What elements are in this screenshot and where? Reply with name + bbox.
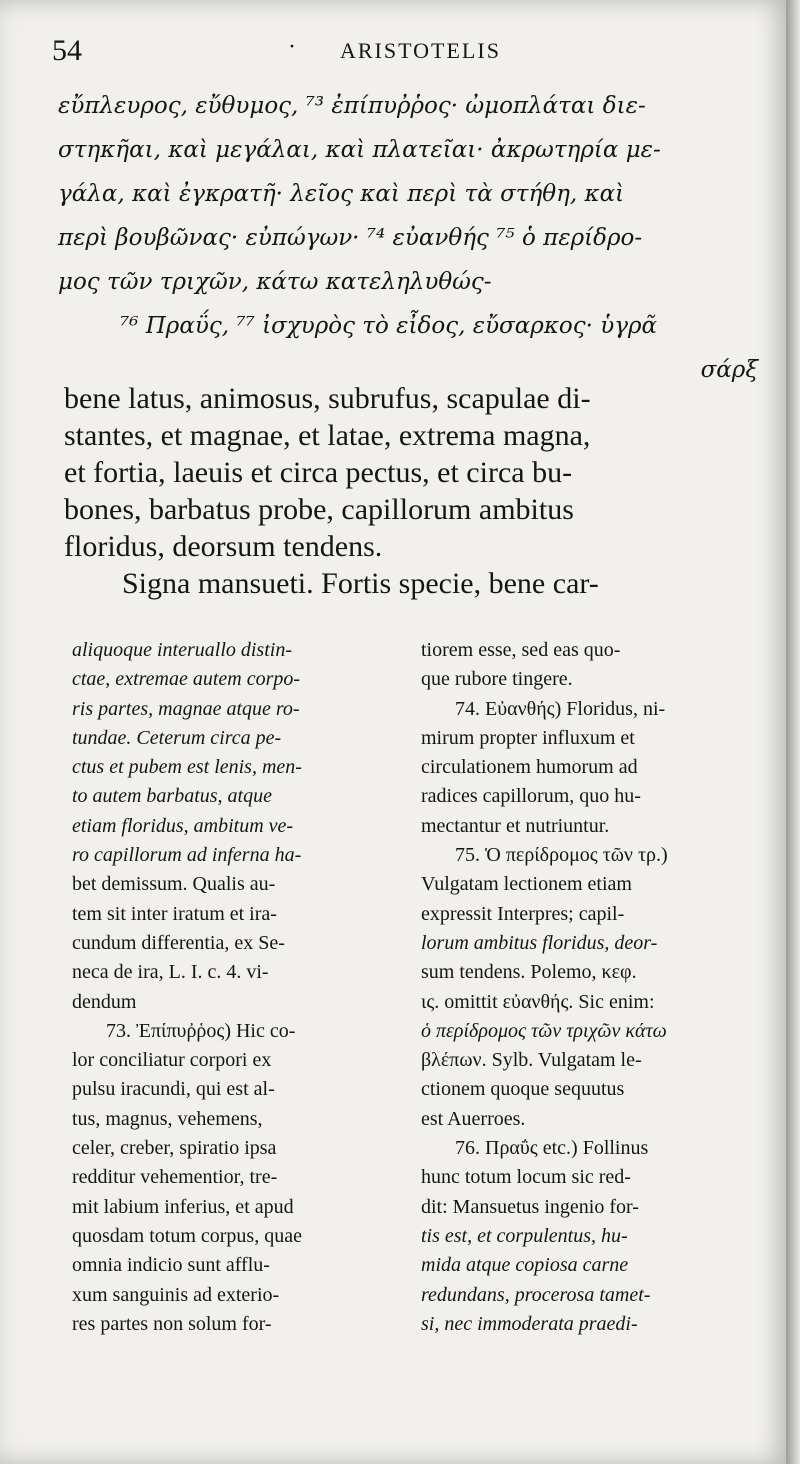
greek-line: μος τῶν τριχῶν, κάτω κατεληλυθώς-: [58, 269, 492, 295]
note-line: βλέπων. Sylb. Vulgatam le-: [421, 1049, 642, 1072]
note-line: pulsu iracundi, qui est al-: [72, 1078, 275, 1101]
note-line: ctae, extremae autem corpo-: [72, 668, 301, 691]
greek-text-block: [58, 84, 758, 392]
note-line: expressit Interpres; capil-: [421, 902, 625, 925]
note-line: cundum differentia, ex Se-: [72, 931, 285, 954]
note-line: si, nec immoderata praedi-: [421, 1312, 638, 1335]
running-head: [52, 34, 752, 74]
note-line: circulationem humorum ad: [421, 756, 638, 779]
page-number: 54: [52, 34, 82, 67]
note-line: res partes non solum for-: [72, 1312, 272, 1335]
note-line: lorum ambitus floridus, deor-: [421, 931, 658, 954]
note-line: 76. Πραΰς etc.) Follinus: [455, 1137, 649, 1160]
note-line: lor conciliatur corpori ex: [72, 1049, 272, 1072]
note-line: ris partes, magnae atque ro-: [72, 697, 300, 720]
note-line: redditur vehementior, tre-: [72, 1166, 278, 1189]
note-line: xum sanguinis ad exterio-: [72, 1283, 280, 1306]
greek-line: σάρξ: [700, 357, 758, 383]
running-head-title: ARISTOTELIS: [340, 38, 501, 63]
notes-right-column: [421, 636, 756, 1339]
note-line: omnia indicio sunt afflu-: [72, 1254, 270, 1277]
note-line: mida atque copiosa carne: [421, 1254, 629, 1277]
note-line: tem sit inter iratum et ira-: [72, 902, 277, 925]
note-line: que rubore tingere.: [421, 668, 573, 691]
note-line: dit: Mansuetus ingenio for-: [421, 1195, 639, 1218]
note-line: mirum propter influxum et: [421, 726, 635, 749]
latin-line: floridus, deorsum tendens.: [64, 530, 383, 563]
note-line: radices capillorum, quo hu-: [421, 785, 641, 808]
note-line: est Auerroes.: [421, 1107, 526, 1130]
latin-translation-block: [64, 380, 764, 602]
note-line: aliquoque interuallo distin-: [72, 639, 292, 661]
note-line: ctionem quoque sequutus: [421, 1078, 625, 1101]
note-line: mit labium inferius, et apud: [72, 1195, 294, 1218]
latin-line: bene latus, animosus, subrufus, scapulae di-: [64, 382, 591, 415]
greek-line: γάλα, καὶ ἐγκρατῆ· λεῖος καὶ περὶ τὰ στήθη, καὶ: [58, 181, 625, 207]
note-line: celer, creber, spiratio ipsa: [72, 1137, 277, 1160]
latin-line: bones, barbatus probe, capillorum ambitus: [64, 493, 574, 526]
notes-left-column: [72, 636, 407, 1339]
note-line: neca de ira, L. I. c. 4. vi-: [72, 961, 269, 984]
greek-line: περὶ βουβῶνας· εὐπώγων· ⁷⁴ εὐανθής ⁷⁵ ὁ περίδρο-: [58, 225, 643, 251]
note-line: hunc totum locum sic red-: [421, 1166, 631, 1189]
note-line: Vulgatam lectionem etiam: [421, 873, 632, 896]
latin-line: stantes, et magnae, et latae, extrema magna,: [64, 419, 591, 452]
note-line: quosdam totum corpus, quae: [72, 1224, 302, 1247]
note-line: tundae. Ceterum circa pe-: [72, 726, 282, 749]
note-line: sum tendens. Polemo, κεφ.: [421, 961, 637, 984]
note-line: ὁ περίδρομος τῶν τριχῶν κάτω: [421, 1019, 667, 1042]
greek-line: ⁷⁶ Πραΰς, ⁷⁷ ἰσχυρὸς τὸ εἶδος, εὔσαρκος· ὑγρᾶ: [120, 313, 658, 339]
note-line: etiam floridus, ambitum ve-: [72, 814, 294, 837]
running-head-mark: ·: [288, 34, 296, 60]
greek-line: στηκῆαι, καὶ μεγάλαι, καὶ πλατεῖαι· ἀκρωτηρία με-: [58, 137, 661, 163]
latin-line: Signa mansueti. Fortis specie, bene car-: [122, 567, 599, 600]
note-line: mectantur et nutriuntur.: [421, 814, 610, 837]
note-line: ctus et pubem est lenis, men-: [72, 756, 302, 779]
note-line: redundans, procerosa tamet-: [421, 1283, 651, 1306]
greek-line: εὔπλευρος, εὔθυμος, ⁷³ ἐπίπυῤῥος· ὠμοπλάται διε-: [58, 93, 646, 119]
page-edge-shadow: [786, 0, 800, 1464]
note-line: bet demissum. Qualis au-: [72, 873, 276, 896]
note-line: ro capillorum ad inferna ha-: [72, 844, 302, 867]
note-line: to autem barbatus, atque: [72, 785, 272, 808]
note-line: 74. Εὐανθής) Floridus, ni-: [455, 697, 666, 720]
note-line: tis est, et corpulentus, hu-: [421, 1224, 628, 1247]
note-line: tiorem esse, sed eas quo-: [421, 639, 621, 661]
note-line: 73. Ἐπίπυῤῥος) Hic co-: [106, 1019, 296, 1042]
note-line: ις. omittit εὐανθής. Sic enim:: [421, 990, 655, 1013]
latin-line: et fortia, laeuis et circa pectus, et circa bu-: [64, 456, 573, 489]
note-line: dendum: [72, 990, 137, 1013]
note-line: tus, magnus, vehemens,: [72, 1107, 263, 1130]
note-line: 75. Ὁ περίδρομος τῶν τρ.): [455, 844, 668, 867]
